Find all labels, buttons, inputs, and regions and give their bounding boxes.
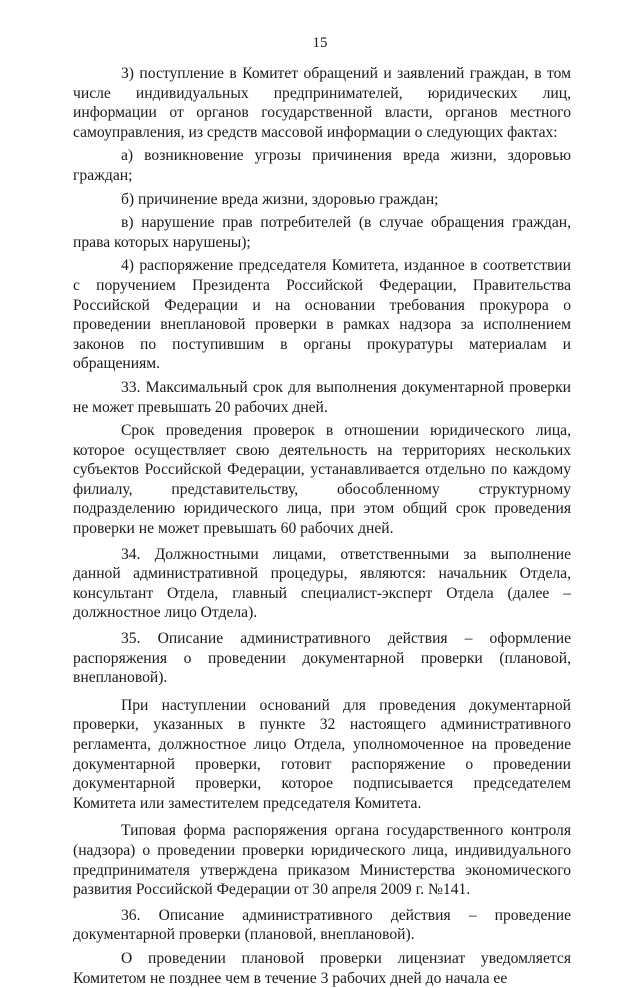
paragraph-clause-35: 35. Описание административного действия – оформление распоряжения о проведении документарной проверки (плановой, внеплановой). <box>73 630 571 687</box>
paragraph-clause-36-notice: О проведении плановой проверки лицензиат уведомляется Комитетом не позднее чем в течение 3 рабочих дней до начала ее <box>73 949 571 987</box>
document-body <box>73 64 571 988</box>
paragraph-item-3: 3) поступление в Комитет обращений и заявлений граждан, в том числе индивидуальных предпринимателей, юридических лиц, информации от органов государственной власти, органов местного самоуправления, из средств массовой информации о следующих фактах: <box>73 65 571 141</box>
paragraph-item-3b: б) причинение вреда жизни, здоровью граждан; <box>121 190 439 208</box>
paragraph-clause-36: 36. Описание административного действия – проведение документарной проверки (плановой, внеплановой). <box>73 906 571 944</box>
paragraph-item-3a: а) возникновение угрозы причинения вреда жизни, здоровью граждан; <box>73 147 571 184</box>
paragraph-item-4: 4) распоряжение председателя Комитета, изданное в соответствии с поручением Президента Российской Федерации, Правительства Российской Федерации и на основании требования прокурора о проведении внеплановой проверки в рамках надзора за исполнением законов по поступившим в органы прокуратуры материалам и обращениям. <box>73 257 571 373</box>
page-number: 15 <box>312 35 328 51</box>
paragraph-clause-33-term: Срок проведения проверок в отношении юридического лица, которое осуществляет свою деятельность на территориях нескольких субъектов Российской Федерации, устанавливается отдельно по каждому филиалу, представительству, обособленному структурному подразделению юридического лица, при этом общий срок проведения проверки не может превышать 60 рабочих дней. <box>73 422 571 538</box>
paragraph-clause-35-form: Типовая форма распоряжения органа государственного контроля (надзора) о проведении проверки юридического лица, индивидуального предпринимателя утверждена приказом Министерства экономического развития Российской Федерации от 30 апреля 2009 г. №141. <box>73 822 571 899</box>
paragraph-clause-33: 33. Максимальный срок для выполнения документарной проверки не может превышать 20 рабочих дней. <box>73 378 571 416</box>
paragraph-clause-35-grounds: При наступлении оснований для проведения документарной проверки, указанных в пункте 32 настоящего административного регламента, должностное лицо Отдела, уполномоченное на проведение документарной проверки, готовит распоряжение о проведении документарной проверки, которое подписывается председателем Комитета или заместителем председателя Комитета. <box>73 696 571 812</box>
paragraph-clause-34: 34. Должностными лицами, ответственными за выполнение данной административной процедуры, являются: начальник Отдела, консультант Отдела, главный специалист-эксперт Отдела (далее – должностное лицо Отдела). <box>73 545 571 622</box>
paragraph-item-3c: в) нарушение прав потребителей (в случае обращения граждан, права которых нарушены); <box>73 214 571 251</box>
